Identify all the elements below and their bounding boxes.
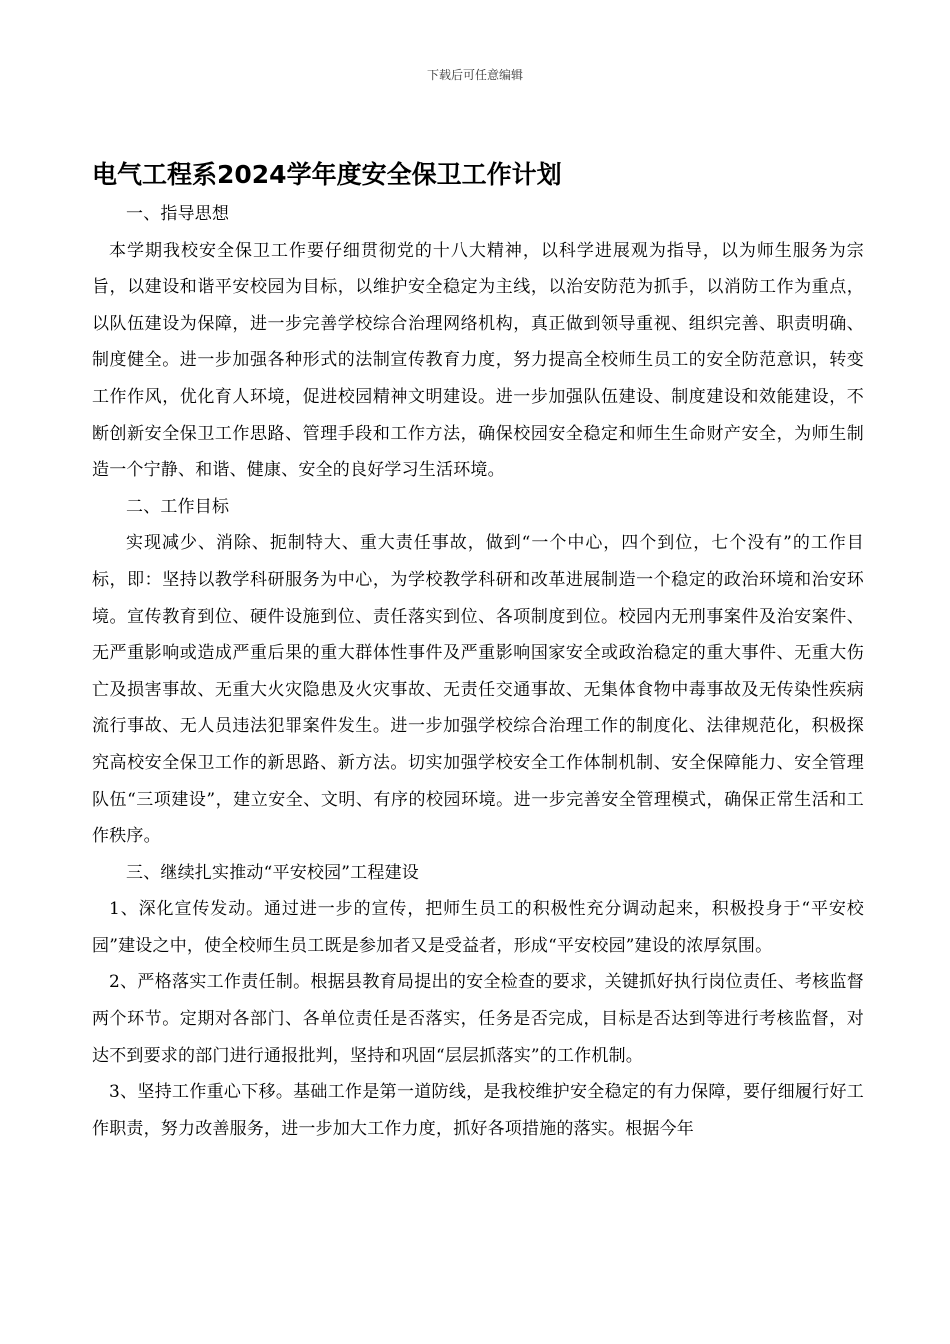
document-title: 电气工程系2024学年度安全保卫工作计划 bbox=[92, 160, 562, 189]
paragraph: 本学期我校安全保卫工作要仔细贯彻党的十八大精神，以科学进展观为指导，以为师生服务为宗旨，以建设和谐平安校园为目标，以维护安全稳定为主线，以治安防范为抓手，以消防工作为重点，以队伍建设为保障，进一步完善学校综合治理网络机构，真正做到领导重视、组织完善、职责明确、制度健全。进一步加强各种形式的法制宣传教育力度，努力提高全校师生员工的安全防范意识，转变工作作风，优化育人环境，促进校园精神文明建设。进一步加强队伍建设、制度建设和效能建设，不断创新安全保卫工作思路、管理手段和工作方法，确保校园安全稳定和师生生命财产安全，为师生制造一个宁静、和谐、健康、安全的良好学习生活环境。 bbox=[92, 240, 864, 481]
section-heading: 一、指导思想 bbox=[126, 204, 230, 224]
page-header: 下载后可任意编辑 bbox=[426, 68, 523, 82]
paragraph: 3、坚持工作重心下移。基础工作是第一道防线，是我校维护安全稳定的有力保障，要仔细履行好工作职责，努力改善服务，进一步加大工作力度，抓好各项措施的落实。根据今年 bbox=[92, 1082, 864, 1139]
paragraph: 2、严格落实工作责任制。根据县教育局提出的安全检查的要求，关键抓好执行岗位责任、考核监督两个环节。定期对各部门、各单位责任是否落实，任务是否完成，目标是否达到等进行考核监督，对达不到要求的部门进行通报批判，坚持和巩固“层层抓落实”的工作机制。 bbox=[92, 972, 864, 1066]
paragraph: 实现减少、消除、扼制特大、重大责任事故，做到“一个中心，四个到位，七个没有”的工作目标，即：坚持以教学科研服务为中心，为学校教学科研和改革进展制造一个稳定的政治环境和治安环境。宣传教育到位、硬件设施到位、责任落实到位、各项制度到位。校园内无刑事案件及治安案件、无严重影响或造成严重后果的重大群体性事件及严重影响国家安全或政治稳定的重大事件、无重大伤亡及损害事故、无重大火灾隐患及火灾事故、无责任交通事故、无集体食物中毒事故及无传染性疾病流行事故、无人员违法犯罪案件发生。进一步加强学校综合治理工作的制度化、法律规范化，积极探究高校安全保卫工作的新思路、新方法。切实加强学校安全工作体制机制、安全保障能力、安全管理队伍“三项建设”，建立安全、文明、有序的校园环境。进一步完善安全管理模式，确保正常生活和工作秩序。 bbox=[92, 533, 864, 847]
paragraph: 1、深化宣传发动。通过进一步的宣传，把师生员工的积极性充分调动起来，积极投身于“平安校园”建设之中，使全校师生员工既是参加者又是受益者，形成“平安校园”建设的浓厚氛围。 bbox=[92, 899, 864, 956]
section-heading: 二、工作目标 bbox=[126, 496, 230, 517]
document-body bbox=[92, 196, 864, 1147]
section-heading: 三、继续扎实推动“平安校园”工程建设 bbox=[126, 862, 419, 883]
